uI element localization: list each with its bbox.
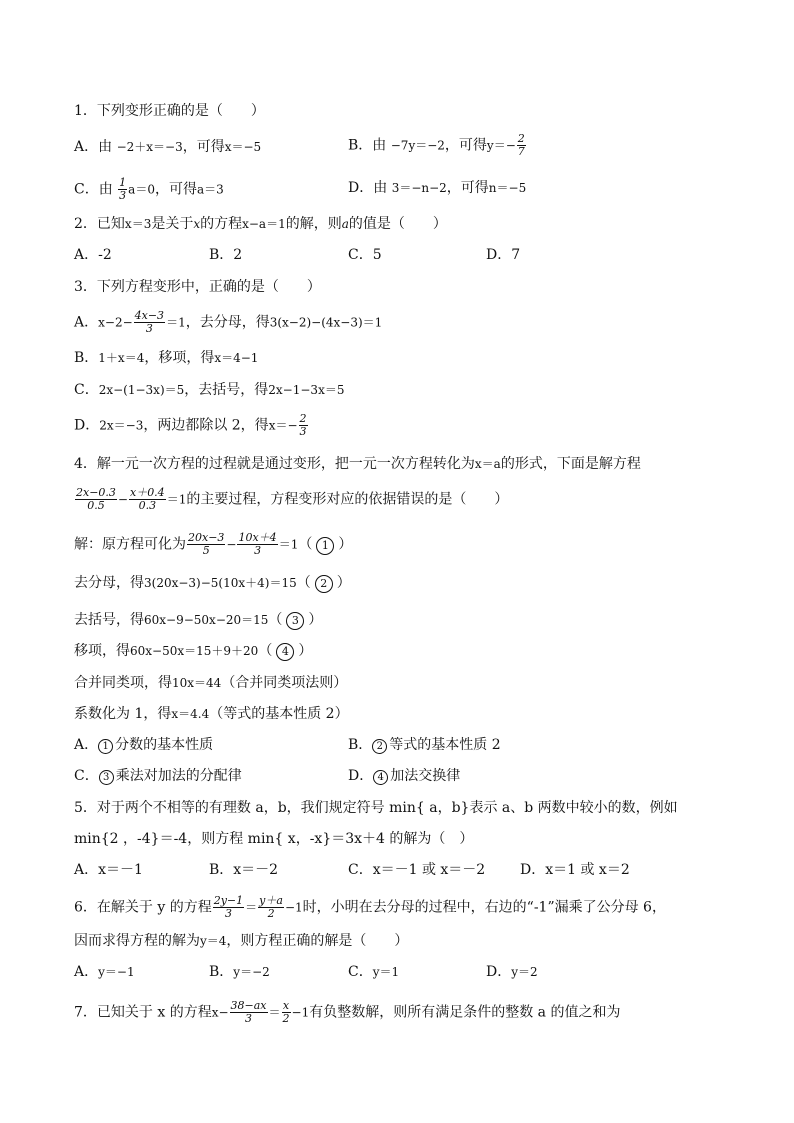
q6-option-c: C．y＝1 — [348, 964, 400, 980]
q1-a-prefix: A．由 — [74, 139, 113, 155]
q5-option-c: C．x＝－1 或 x＝－2 — [348, 862, 486, 878]
q1-option-b — [348, 133, 527, 158]
question-5-stem-line-1: 5．对于两个不相等的有理数 a，b，我们规定符号 min{ a，b}表示 a、b 两数中较小的数，例如 — [74, 800, 678, 816]
q1-c-prefix: C．由 — [74, 181, 113, 198]
q4-option-c: C． 3 乘法对加法的分配律 — [74, 768, 242, 784]
q1-c-result: a＝3 — [196, 182, 224, 197]
q1-c-math: a＝0 — [128, 182, 155, 197]
q4-step-2: 去分母，得3(20x−3)−5(10x＋4)＝15（ 2 ） — [74, 575, 351, 591]
question-3-stem: 3．下列方程变形中，正确的是（ ） — [74, 279, 321, 295]
q6-option-d: D．y＝2 — [486, 964, 538, 980]
q2-option-c: C．5 — [348, 247, 382, 263]
q6-option-a: A．y＝−1 — [74, 964, 135, 980]
question-6-stem-line-2: 因而求得方程的解为y＝4，则方程正确的解是（ ） — [74, 933, 409, 949]
q3-option-c: C．2x−(1−3x)＝5，去括号，得2x−1−3x＝5 — [74, 382, 345, 398]
q1-c-fraction: $\frac{1}{3}$ — [119, 176, 127, 202]
q4-option-d: D． 4 加法交换律 — [348, 768, 461, 784]
q2-option-d: D．7 — [486, 247, 521, 263]
q5-option-a: A．x＝－1 — [74, 862, 143, 878]
q1-a-result: x＝−5 — [224, 140, 262, 154]
q3-option-d: D．2x＝−3，两边都除以 2，得x＝− $\frac{2}{3}$ — [74, 412, 307, 438]
q1-b-math: −7y＝−2 — [390, 138, 445, 153]
q2-option-a: A．-2 — [74, 247, 112, 263]
q1-b-fraction: $\frac{2}{7}$ — [517, 132, 525, 158]
q1-option-a — [74, 137, 261, 157]
question-4-stem-line-2: $\frac{2x-0.3}{0.5}$ − $\frac{x+0.4}{0.3}$ ＝1的主要过程，方程变形对应的依据错误的是（ ） — [76, 486, 509, 512]
q1-c-mid: ，可得 — [154, 181, 197, 198]
q3-option-a: A．x−2− $\frac{4x-3}{3}$ ＝1，去分母，得3(x−2)−(4x−3)＝1 — [74, 309, 383, 335]
question-1-stem: 1．下列变形正确的是（ ） — [74, 103, 265, 119]
q1-option-d — [348, 178, 526, 198]
q1-b-mid: ，可得 — [444, 137, 487, 154]
q4-step-6: 系数化为 1，得x＝4.4（等式的基本性质 2） — [74, 706, 349, 722]
question-7-stem: 7．已知关于 x 的方程x− $\frac{38-ax}{3}$ ＝ $\frac{x}{2}$ −1有负整数解，则所有满足条件的整数 a 的值之和为 — [74, 999, 621, 1025]
q1-option-c — [74, 177, 224, 202]
q1-b-result: y＝− — [486, 138, 516, 153]
q6-option-b: B．y＝−2 — [209, 964, 270, 980]
q2-option-b: B．2 — [209, 247, 243, 263]
q1-d-math: 3＝−n−2 — [391, 181, 447, 195]
q1-b-prefix: B．由 — [348, 137, 387, 154]
q1-d-prefix: D．由 — [348, 180, 388, 196]
question-4-stem-line-1: 4．解一元一次方程的过程就是通过变形，把一元一次方程转化为x＝a的形式，下面是解方程 — [74, 456, 641, 472]
q4-step-5: 合并同类项，得10x＝44（合并同类项法则） — [74, 675, 348, 691]
q4-step-4: 移项，得60x−50x＝15＋9＋20（ 4 ） — [74, 643, 313, 659]
q4-step-3: 去括号，得60x−9−50x−20＝15（ 3 ） — [74, 612, 323, 628]
question-5-stem-line-2: min{2 ，-4}＝-4，则方程 min{ x，-x}＝3x＋4 的解为（ ） — [74, 831, 474, 847]
q4-option-b: B． 2 等式的基本性质 2 — [348, 737, 501, 753]
q1-a-mid: ，可得 — [182, 139, 225, 155]
q4-option-a: A． 1 分数的基本性质 — [74, 737, 214, 753]
q1-d-mid: ，可得 — [446, 180, 489, 196]
question-2-stem: 2．已知x＝3是关于x的方程x−a＝1的解，则a的值是（ ） — [74, 216, 447, 232]
q3-option-b: B．1＋x＝4，移项，得x＝4−1 — [74, 350, 259, 366]
q4-step-1: 解：原方程可化为 $\frac{20x-3}{5}$ − $\frac{10x+4}{3}$ ＝1（ 1 ） — [74, 531, 353, 557]
q1-d-result: n＝−5 — [488, 181, 527, 195]
q5-option-b: B．x＝－2 — [209, 862, 279, 878]
q1-a-math: −2＋x＝−3 — [116, 140, 183, 154]
question-6-stem-line-1: 6．在解关于 y 的方程 $\frac{2y-1}{3}$ ＝ $\frac{y+a}{2}$ −1时，小明在去分母的过程中，右边的“-1”漏乘了公分母 6， — [74, 894, 666, 920]
q5-option-d: D．x＝1 或 x＝2 — [520, 862, 630, 878]
